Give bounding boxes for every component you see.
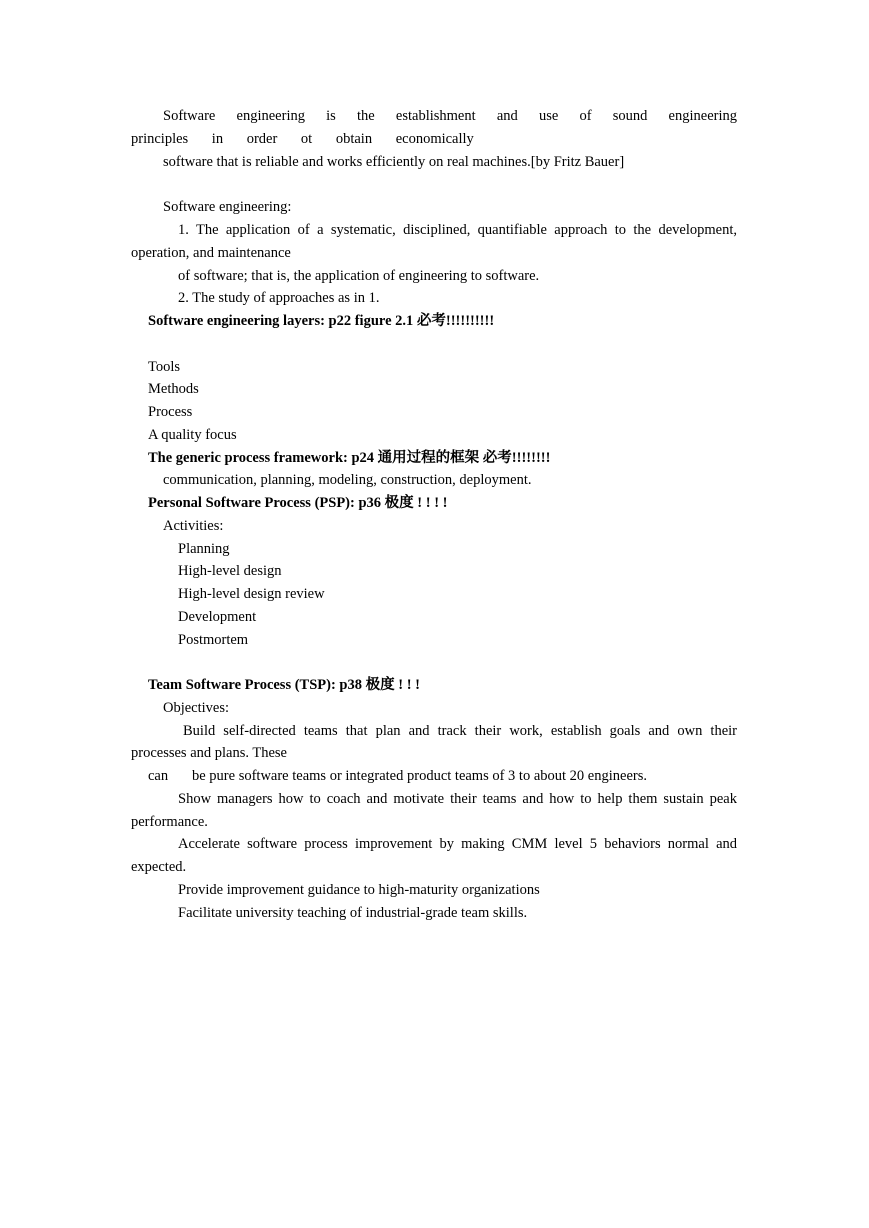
tsp-objective-5: Facilitate university teaching of industrial-grade team skills. xyxy=(178,905,528,921)
framework-activities: communication, planning, modeling, construction, deployment. xyxy=(163,472,532,488)
psp-item-postmortem: Postmortem xyxy=(178,632,249,648)
tsp-objective-2-line-1: Show managers how to coach and motivate their teams and how to help them sustain peak xyxy=(178,791,737,807)
ieee-item-1-line-1: 1. The application of a systematic, disciplined, quantifiable approach to the development, xyxy=(178,222,737,238)
ieee-item-2: 2. The study of approaches as in 1. xyxy=(178,290,380,306)
ieee-item-1-line-2: operation, and maintenance xyxy=(131,245,291,261)
tsp-objectives-label: Objectives: xyxy=(163,700,230,716)
ieee-item-1-line-3: of software; that is, the application of engineering to software. xyxy=(178,268,540,284)
bauer-definition-line-1: Software engineering is the establishment and use of sound engineering xyxy=(163,108,737,124)
layer-item-process: Process xyxy=(148,404,193,420)
framework-heading: The generic process framework: p24 通用过程的框架 必考!!!!!!!! xyxy=(148,450,551,466)
layer-item-tools: Tools xyxy=(148,359,181,375)
psp-item-development: Development xyxy=(178,609,257,625)
psp-heading: Personal Software Process (PSP): p36 极度 ! ! ! ! xyxy=(148,495,448,511)
layers-heading: Software engineering layers: p22 figure 2.1 必考!!!!!!!!!! xyxy=(148,313,495,329)
tsp-objective-2-line-2: performance. xyxy=(131,814,208,830)
psp-item-high-level-design: High-level design xyxy=(178,563,282,579)
tsp-objective-3-line-2: expected. xyxy=(131,859,187,875)
psp-activities-label: Activities: xyxy=(163,518,224,534)
tsp-objective-3-line-1: Accelerate software process improvement by making CMM level 5 behaviors normal and xyxy=(178,836,737,852)
psp-item-planning: Planning xyxy=(178,541,230,557)
tsp-objective-1-line-1: Build self-directed teams that plan and track their work, establish goals and own their xyxy=(183,723,737,739)
tsp-heading: Team Software Process (TSP): p38 极度 ! ! ! xyxy=(148,677,420,693)
layer-item-quality-focus: A quality focus xyxy=(148,427,237,443)
bauer-definition-line-3: software that is reliable and works efficiently on real machines.[by Fritz Bauer] xyxy=(163,154,625,170)
layer-item-methods: Methods xyxy=(148,381,199,397)
ieee-definition-heading: Software engineering: xyxy=(163,199,292,215)
bauer-definition-line-2: principles in order ot obtain economically xyxy=(131,131,474,147)
tsp-objective-4: Provide improvement guidance to high-maturity organizations xyxy=(178,882,540,898)
tsp-objective-1-line-3-start: can xyxy=(148,768,169,784)
tsp-objective-1-line-3: be pure software teams or integrated product teams of 3 to about 20 engineers. xyxy=(192,768,647,784)
psp-item-design-review: High-level design review xyxy=(178,586,325,602)
tsp-objective-1-line-2: processes and plans. These xyxy=(131,745,287,761)
